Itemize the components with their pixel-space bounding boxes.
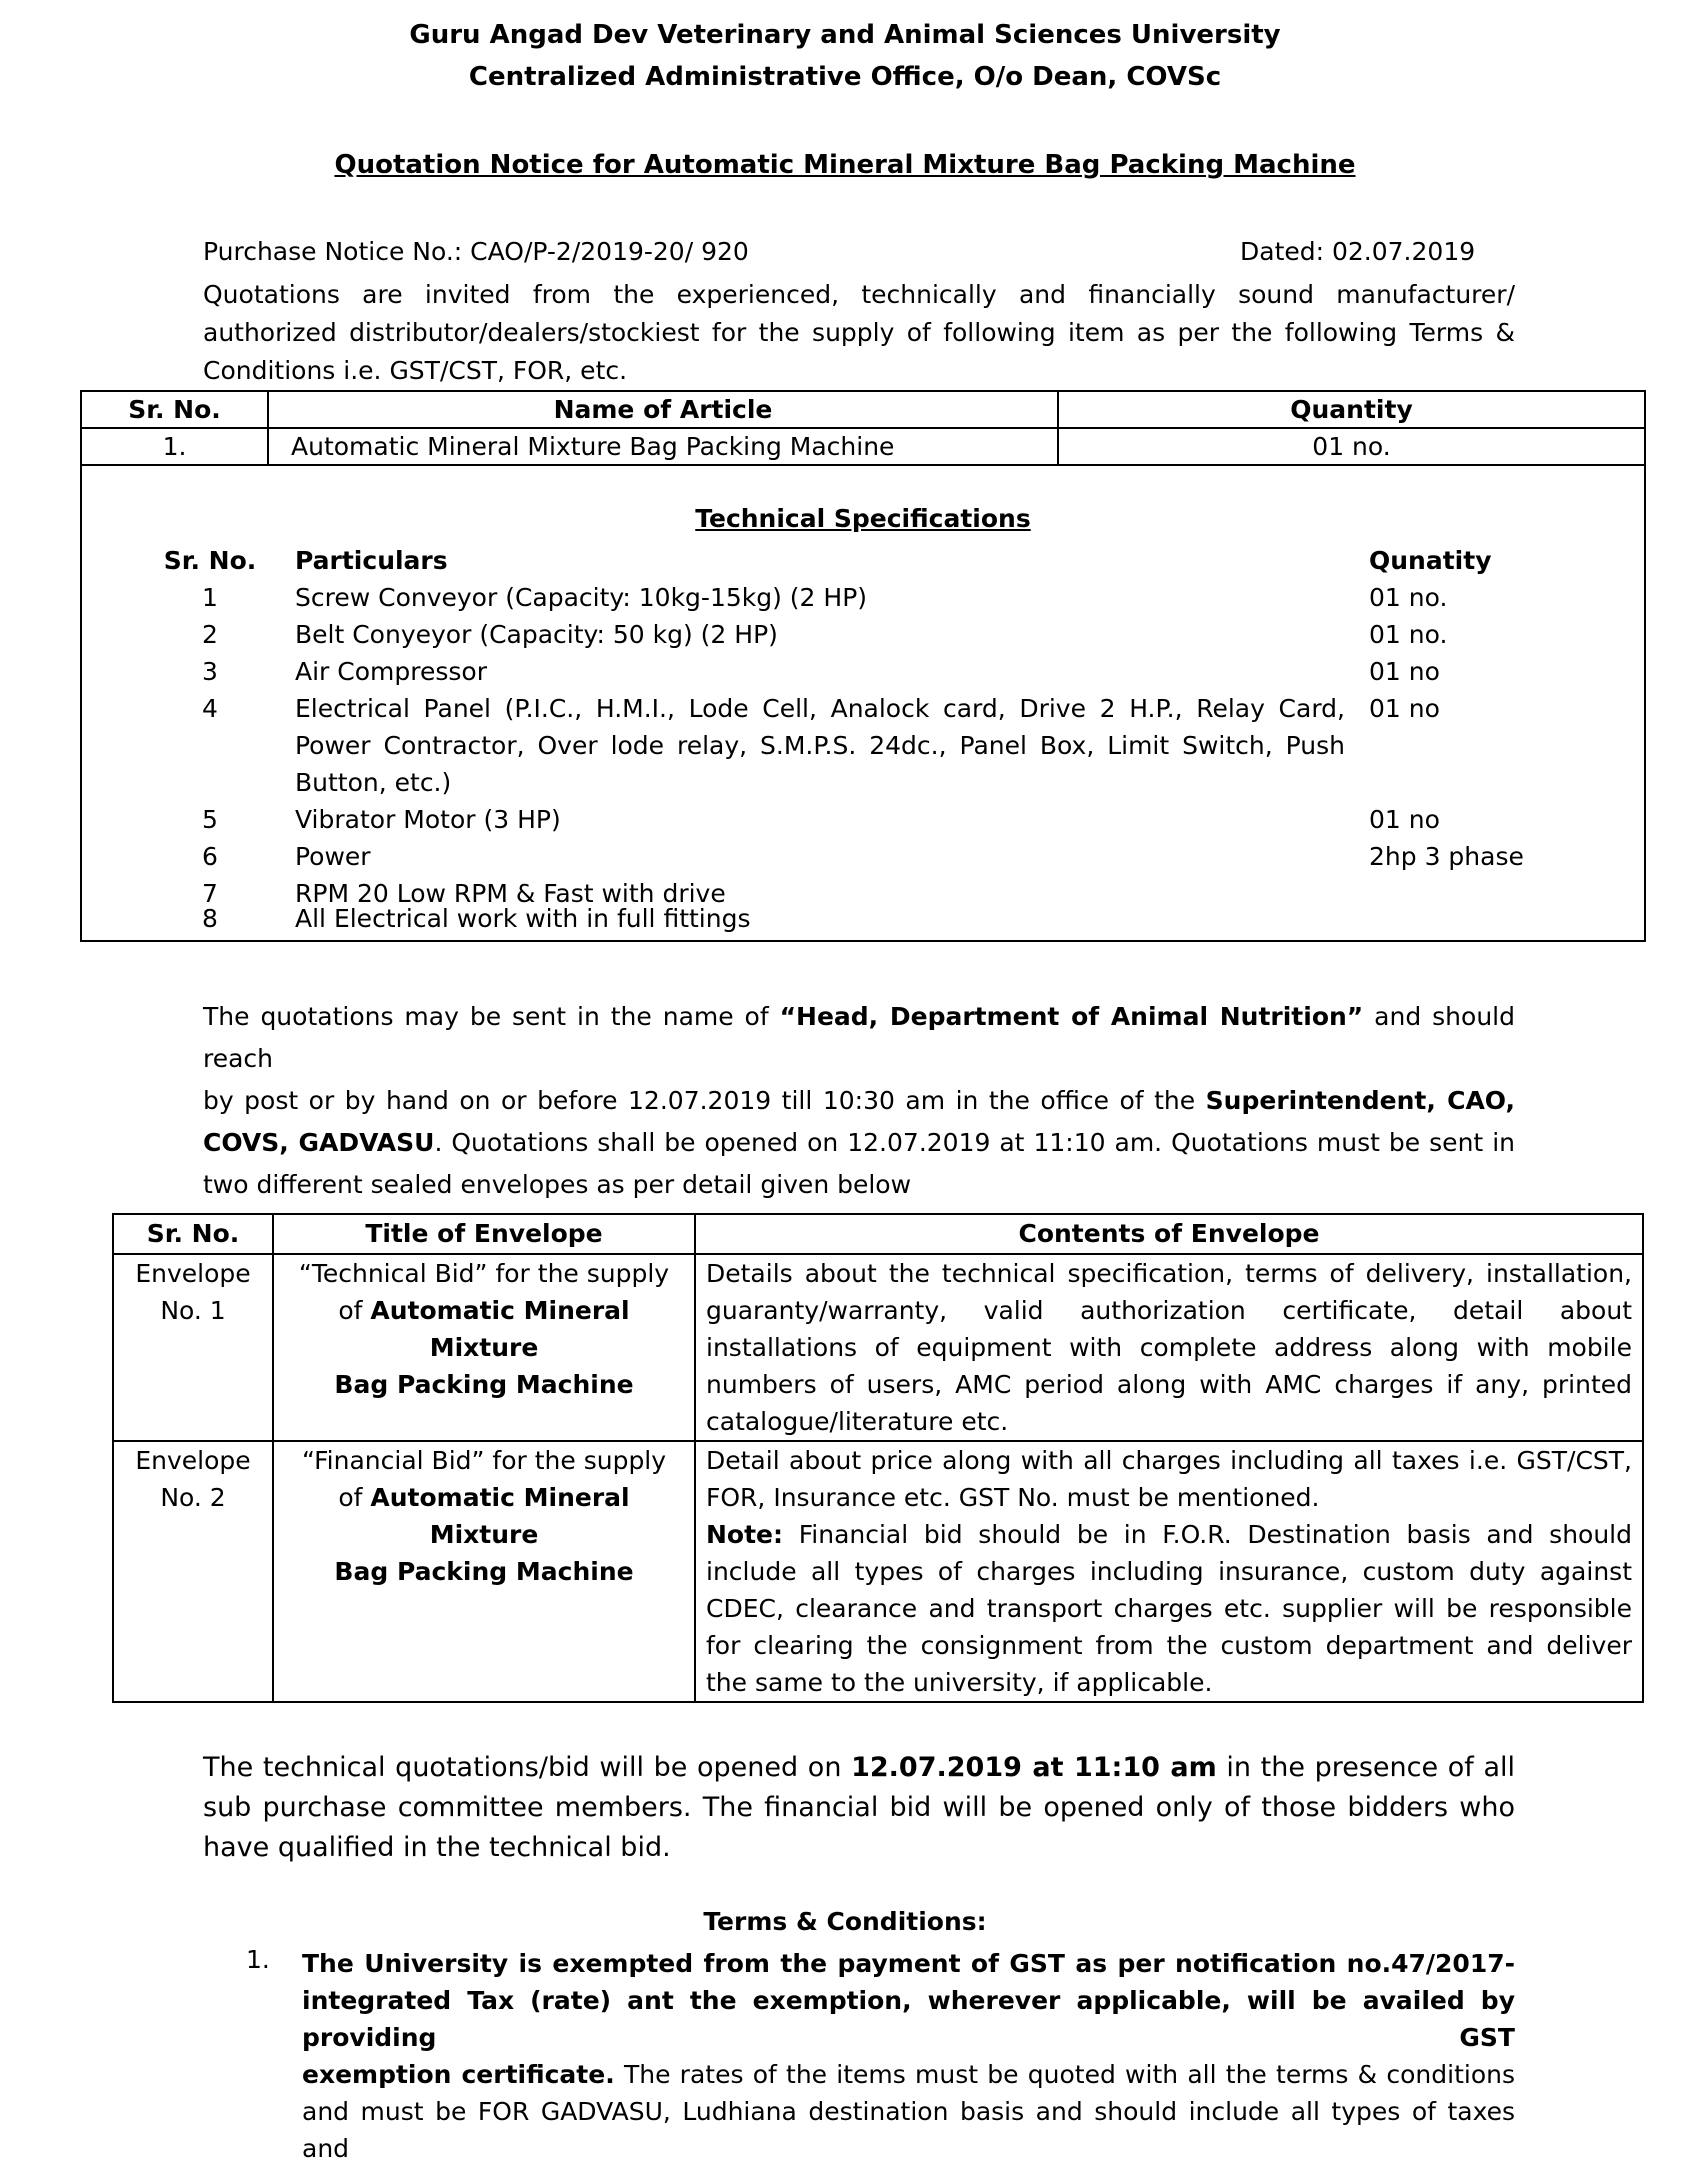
text: Detail about price along with all charges including all taxes i.e. GST/CST,	[706, 1446, 1632, 1475]
spec-row	[82, 690, 1644, 727]
addressee: “Head, Department of Animal Nutrition”	[779, 1002, 1364, 1031]
spec-row	[82, 801, 1644, 838]
text: . Quotations shall be opened on 12.07.2019 at 11:10 am. Quotations must be sent in	[434, 1128, 1515, 1157]
spec-particulars: All Electrical work with in full fittings	[295, 904, 751, 933]
text: catalogue/literature etc.	[706, 1407, 1009, 1436]
spec-row	[82, 579, 1644, 616]
text: Envelope	[135, 1259, 251, 1288]
spec-col-sr: Sr. No.	[163, 546, 257, 575]
text: exemption certificate.	[302, 2060, 615, 2089]
spec-particulars: Power Contractor, Over lode relay, S.M.P.S. 24dc., Panel Box, Limit Switch, Push	[295, 731, 1345, 760]
spec-particulars: Vibrator Motor (3 HP)	[295, 805, 561, 834]
text: for clearing the consignment from the custom department and deliver	[706, 1631, 1632, 1660]
opening-datetime: 12.07.2019 at 11:10 am	[851, 1752, 1217, 1783]
submission-line	[203, 1080, 1515, 1122]
cell-article: Automatic Mineral Mixture Bag Packing Machine	[268, 428, 1058, 465]
article-table-header	[81, 391, 1645, 428]
term-line: integrated Tax (rate) ant the exemption, wherever applicable, will be availed by providing GST	[302, 1986, 1515, 2052]
opening-line	[203, 1748, 1515, 1788]
text: CDEC, clearance and transport charges etc. supplier will be responsible	[706, 1594, 1632, 1623]
text: The technical quotations/bid will be opened on	[203, 1752, 852, 1783]
text: by post or by hand on or before 12.07.2019 till 10:30 am in the office of the	[203, 1086, 1206, 1115]
spec-row	[82, 838, 1644, 875]
text: “Financial Bid” for the supply	[301, 1446, 667, 1475]
office-name: Centralized Administrative Office, O/o Dean, COVSc	[468, 62, 1222, 92]
envelope-table	[112, 1213, 1644, 1703]
col-sr-no: Sr. No.	[81, 391, 268, 428]
col-quantity: Quantity	[1058, 391, 1645, 428]
spec-qty: 01 no.	[1369, 583, 1448, 612]
spec-particulars: Electrical Panel (P.I.C., H.M.I., Lode Cell, Analock card, Drive 2 H.P., Relay Card,	[295, 694, 1345, 723]
tech-spec-title: Technical Specifications	[695, 504, 1031, 533]
opening-line: have qualified in the technical bid.	[203, 1832, 671, 1863]
text: No. 1	[160, 1296, 226, 1325]
submission-line	[203, 1122, 1515, 1164]
spec-col-particulars: Particulars	[295, 546, 448, 575]
spec-sr: 4	[202, 694, 218, 723]
text: installations of equipment with complete address along with mobile	[706, 1333, 1632, 1362]
spec-row	[82, 616, 1644, 653]
spec-qty: 01 no.	[1369, 620, 1448, 649]
text: and should reach	[203, 1002, 1515, 1073]
table-row	[81, 428, 1645, 465]
intro-line: authorized distributor/dealers/stockiest for the supply of following item as per the following Terms &	[203, 318, 1515, 347]
text: No. 2	[160, 1483, 226, 1512]
text: The quotations may be sent in the name of	[203, 1002, 780, 1031]
text: the same to the university, if applicable.	[706, 1668, 1213, 1697]
term-number: 1.	[246, 1945, 270, 1974]
spec-qty: 01 no	[1369, 657, 1440, 686]
spec-sr: 2	[202, 620, 218, 649]
spec-particulars: Power	[295, 842, 371, 871]
table-row	[113, 1254, 1643, 1441]
text: of	[338, 1296, 371, 1325]
opening-paragraph	[203, 1748, 1515, 1868]
cell-envelope-title	[273, 1254, 695, 1441]
intro-paragraph	[203, 276, 1515, 390]
cell-envelope-contents	[695, 1441, 1643, 1702]
term-item	[302, 1945, 1515, 2167]
col-envelope-title: Title of Envelope	[273, 1214, 695, 1254]
spec-qty: 2hp 3 phase	[1369, 842, 1524, 871]
spec-sr: 6	[202, 842, 218, 871]
text: Financial bid should be in F.O.R. Destination basis and should	[783, 1520, 1632, 1549]
submission-line	[203, 996, 1515, 1080]
text: include all types of charges including insurance, custom duty against	[706, 1557, 1632, 1586]
col-envelope-contents: Contents of Envelope	[695, 1214, 1643, 1254]
col-article-name: Name of Article	[268, 391, 1058, 428]
intro-line: Quotations are invited from the experienced, technically and financially sound manufacturer/	[203, 280, 1515, 309]
office-bold: COVS, GADVASU	[203, 1128, 435, 1157]
text: of	[338, 1483, 371, 1512]
cell-sr: 1.	[81, 428, 268, 465]
terms-title: Terms & Conditions:	[703, 1907, 987, 1936]
spec-row-continued	[82, 727, 1644, 764]
spec-particulars: Screw Conveyor (Capacity: 10kg-15kg) (2 HP)	[295, 583, 868, 612]
text: The rates of the items must be quoted with all the terms & conditions	[614, 2060, 1515, 2089]
spec-particulars: Button, etc.)	[295, 768, 452, 797]
submission-line: two different sealed envelopes as per detail given below	[203, 1170, 912, 1199]
term-line	[302, 2056, 1515, 2093]
spec-sr: 7	[202, 879, 218, 908]
text: in the presence of all	[1216, 1752, 1515, 1783]
office-bold: Superintendent, CAO,	[1205, 1086, 1515, 1115]
cell-envelope-contents	[695, 1254, 1643, 1441]
spec-particulars: Belt Conyeyor (Capacity: 50 kg) (2 HP)	[295, 620, 778, 649]
cell-envelope-title	[273, 1441, 695, 1702]
spec-sr: 8	[202, 904, 218, 933]
text: numbers of users, AMC period along with AMC charges if any, printed	[706, 1370, 1632, 1399]
envelope-table-header	[113, 1214, 1643, 1254]
spec-row	[82, 900, 1644, 937]
item-name: Automatic Mineral Mixture	[370, 1483, 630, 1549]
spec-sr: 3	[202, 657, 218, 686]
intro-line: Conditions i.e. GST/CST, FOR, etc.	[203, 356, 628, 385]
item-name: Bag Packing Machine	[334, 1370, 634, 1399]
spec-particulars: RPM 20 Low RPM & Fast with drive	[295, 879, 726, 908]
technical-specifications-box	[80, 462, 1646, 942]
spec-qty: 01 no	[1369, 805, 1440, 834]
spec-col-quantity: Qunatity	[1369, 546, 1492, 575]
text: “Technical Bid” for the supply	[298, 1259, 670, 1288]
text: Details about the technical specification, terms of delivery, installation,	[706, 1259, 1632, 1288]
term-line: The University is exempted from the payment of GST as per notification no.47/2017-	[302, 1949, 1515, 1978]
submission-paragraph	[203, 996, 1515, 1206]
col-sr-no: Sr. No.	[113, 1214, 273, 1254]
note-label: Note:	[706, 1520, 784, 1549]
university-name: Guru Angad Dev Veterinary and Animal Sciences University	[409, 20, 1281, 50]
cell-envelope-no	[113, 1441, 273, 1702]
spec-sr: 5	[202, 805, 218, 834]
purchase-notice-no: Purchase Notice No.: CAO/P-2/2019-20/ 920	[203, 237, 749, 266]
text: Envelope	[135, 1446, 251, 1475]
spec-row-continued	[82, 764, 1644, 801]
opening-line: sub purchase committee members. The financial bid will be opened only of those bidders who	[203, 1792, 1515, 1823]
article-table	[80, 390, 1646, 466]
item-name: Automatic Mineral Mixture	[370, 1296, 630, 1362]
table-row	[113, 1441, 1643, 1702]
title-line	[284, 1292, 684, 1366]
spec-qty: 01 no	[1369, 694, 1440, 723]
notice-date: Dated: 02.07.2019	[1240, 237, 1476, 266]
cell-quantity: 01 no.	[1058, 428, 1645, 465]
item-name: Bag Packing Machine	[334, 1557, 634, 1586]
spec-particulars: Air Compressor	[295, 657, 487, 686]
spec-sr: 1	[202, 583, 218, 612]
spec-header-row	[82, 542, 1644, 579]
cell-envelope-no	[113, 1254, 273, 1441]
text: FOR, Insurance etc. GST No. must be mentioned.	[706, 1483, 1320, 1512]
text: guaranty/warranty, valid authorization certificate, detail about	[706, 1296, 1632, 1325]
term-line: and must be FOR GADVASU, Ludhiana destination basis and should include all types of taxes and	[302, 2097, 1515, 2163]
note-line	[706, 1516, 1632, 1553]
notice-title: Quotation Notice for Automatic Mineral Mixture Bag Packing Machine	[334, 150, 1356, 180]
spec-row	[82, 653, 1644, 690]
title-line	[284, 1479, 684, 1553]
